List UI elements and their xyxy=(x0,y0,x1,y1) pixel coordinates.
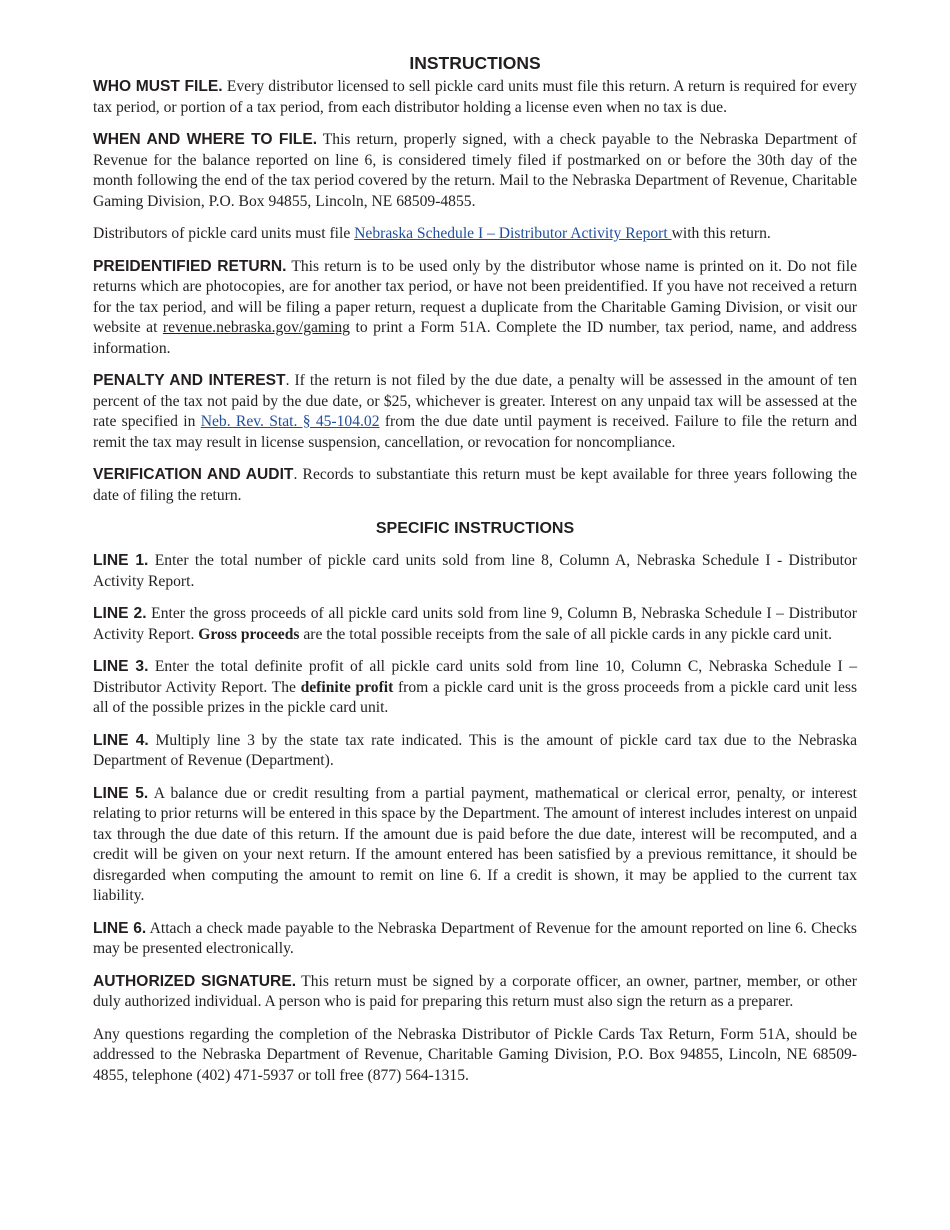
preidentified-text-before: This return is to be used only by the distributor whose name is printed on it. Do not file returns which are photocopies, are for another tax period, or have not been preidentified. If you have not received a return for the tax period, and will be filing a paper return, request a duplicate from the Charitable Gaming Division, or visit our website at xyxy=(93,257,857,336)
preidentified-section xyxy=(93,257,857,360)
line5-text: A balance due or credit resulting from a partial payment, mathematical or clerical error, penalty, or interest relating to prior returns will be entered in this space by the Department. The amount of interest includes interest on unpaid tax through the due date of this return. If the amount due is paid before the due date, interest will be recomputed, and a credit will be given on your next return. If the amount entered has been satisfied by a previous remittance, it should be disregarded when computing the amount to remit on line 6. If a credit is shown, it may be applied to the current tax liability. xyxy=(93,784,858,904)
instructions-page xyxy=(93,52,857,1098)
gross-proceeds-term: Gross proceeds xyxy=(198,625,300,643)
when-where-section xyxy=(93,130,857,212)
schedule-i-link[interactable]: Nebraska Schedule I – Distributor Activity Report xyxy=(354,225,672,242)
line1-section xyxy=(93,551,857,592)
who-must-file-section xyxy=(93,77,857,118)
line4-heading: LINE 4. xyxy=(93,731,149,749)
line4-text: Multiply line 3 by the state tax rate indicated. This is the amount of pickle card tax due to the Nebraska Department of Revenue (Department). xyxy=(93,731,857,769)
line3-section xyxy=(93,657,857,719)
line5-heading: LINE 5. xyxy=(93,784,149,802)
line4-section xyxy=(93,731,857,772)
penalty-heading: PENALTY AND INTEREST xyxy=(93,372,286,389)
preidentified-heading: PREIDENTIFIED RETURN. xyxy=(93,257,287,275)
penalty-section xyxy=(93,371,857,453)
gaming-website-link[interactable]: revenue.nebraska.gov/gaming xyxy=(162,319,350,336)
who-must-file-text: Every distributor licensed to sell pickle card units must file this return. A return is required for every tax period, or portion of a tax period, from each distributor holding a license even when no tax is due. xyxy=(93,78,857,116)
schedule-note-after: with this return. xyxy=(671,225,771,242)
penalty-text-before: . If the return is not filed by the due date, a penalty will be assessed in the amount of ten percent of the tax not paid by the due date, or $25, whichever is greater. Interest on any unpaid tax will be assessed at the rate specified in xyxy=(93,372,857,430)
line2-section xyxy=(93,604,857,645)
line2-text-before: Enter the gross proceeds of all pickle card units sold from line 9, Column B, Nebraska Schedule I – Distributor Activity Report. xyxy=(93,605,857,643)
signature-text: This return must be signed by a corporate officer, an owner, partner, member, or other duly authorized individual. A person who is paid for preparing this return must also sign the return as a preparer. xyxy=(93,972,858,1010)
signature-heading: AUTHORIZED SIGNATURE. xyxy=(93,972,297,990)
line3-text-after: from a pickle card unit is the gross proceeds from a pickle card unit less all of the possible prizes in the pickle card unit. xyxy=(93,678,858,716)
line6-heading: LINE 6. xyxy=(93,919,147,937)
page-title: INSTRUCTIONS xyxy=(409,53,541,73)
who-must-file-heading: WHO MUST FILE. xyxy=(93,78,223,95)
line1-text: Enter the total number of pickle card units sold from line 8, Column A, Nebraska Schedule I - Distributor Activity Report. xyxy=(93,552,857,590)
specific-instructions-title: SPECIFIC INSTRUCTIONS xyxy=(375,520,575,537)
questions-paragraph: Any questions regarding the completion of the Nebraska Distributor of Pickle Cards Tax Return, Form 51A, should be addressed to the Nebraska Department of Revenue, Charitable Gaming Division, P.O. Box 94855, Lincoln, NE 68509-4855, telephone (402) 471-5937 or toll free (877) 564-1315. xyxy=(93,1025,857,1084)
line5-section xyxy=(93,784,857,907)
schedule-note-before: Distributors of pickle card units must file xyxy=(93,225,355,242)
line3-text-before: Enter the total definite profit of all pickle card units sold from line 10, Column C, Nebraska Schedule I – Distributor Activity Report. The xyxy=(93,658,857,696)
line2-heading: LINE 2. xyxy=(93,605,147,622)
schedule-note xyxy=(93,224,857,245)
when-where-heading: WHEN AND WHERE TO FILE. xyxy=(93,131,318,148)
penalty-text-after: from the due date until payment is received. Failure to file the return and remit the tax may result in license suspension, cancellation, or revocation for noncompliance. xyxy=(93,413,857,451)
signature-section xyxy=(93,972,857,1013)
definite-profit-term: definite profit xyxy=(300,678,394,696)
line3-heading: LINE 3. xyxy=(93,658,149,675)
when-where-text: This return, properly signed, with a check payable to the Nebraska Department of Revenue for the balance reported on line 6, is considered timely filed if postmarked on or before the 30th day of the month following the end of the tax period covered by the return. Mail to the Nebraska Department of Revenue, Charitable Gaming Division, P.O. Box 94855, Lincoln, NE 68509-4855. xyxy=(93,131,857,210)
verification-heading: VERIFICATION AND AUDIT xyxy=(93,466,294,483)
verification-text: . Records to substantiate this return must be kept available for three years following the date of filing the return. xyxy=(93,466,857,504)
line1-heading: LINE 1. xyxy=(93,552,149,569)
line6-section xyxy=(93,919,857,960)
line2-text-after: are the total possible receipts from the sale of all pickle cards in any pickle card unit. xyxy=(299,625,833,643)
line6-text: Attach a check made payable to the Nebraska Department of Revenue for the amount reported on line 6. Checks may be presented electronically. xyxy=(93,919,857,957)
preidentified-text-after: to print a Form 51A. Complete the ID number, tax period, name, and address information. xyxy=(93,319,858,357)
statute-link[interactable]: Neb. Rev. Stat. § 45-104.02 xyxy=(200,413,380,430)
verification-section xyxy=(93,465,857,506)
